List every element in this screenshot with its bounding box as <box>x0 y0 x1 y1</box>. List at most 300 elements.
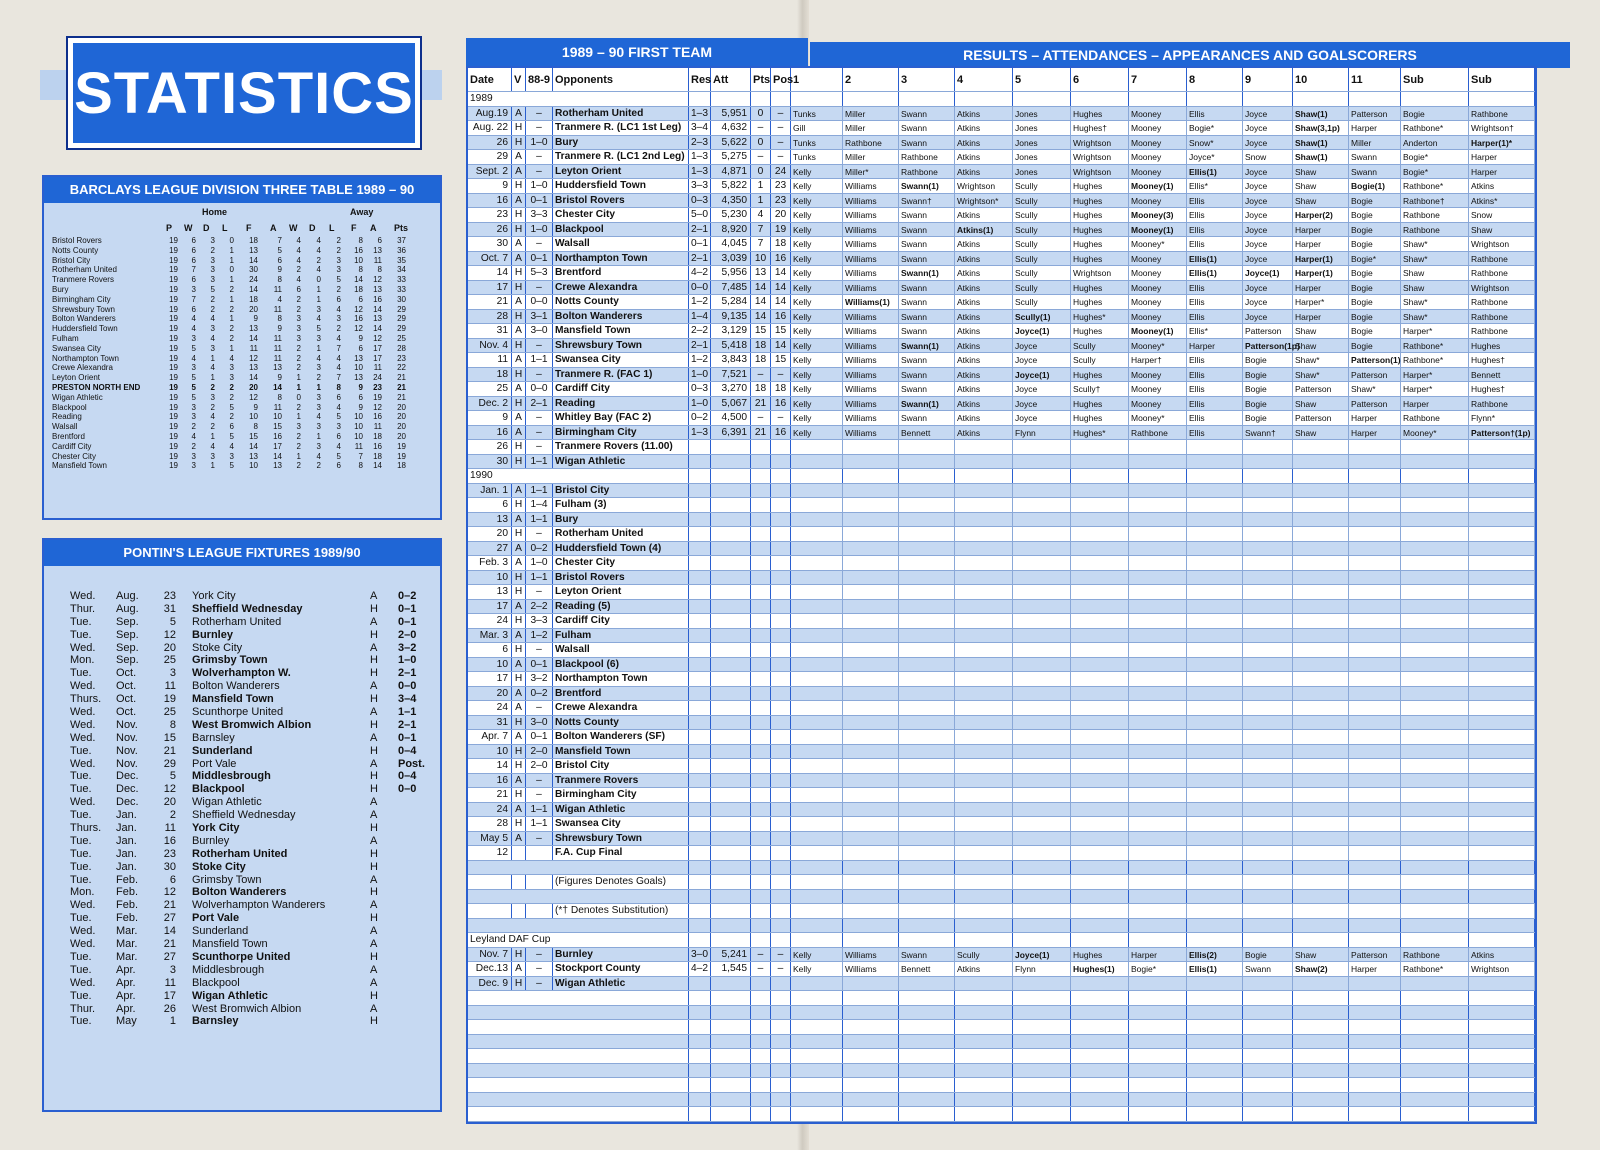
results-cell-empty <box>1401 1049 1469 1063</box>
fixture-date: 15 <box>163 731 176 744</box>
fixture-day: Wed. <box>70 641 96 654</box>
away-group-label: Away <box>350 207 374 217</box>
player-cell <box>899 672 955 686</box>
player-cell: Shaw <box>1401 266 1469 280</box>
home-group-label: Home <box>202 207 228 217</box>
results-cell-empty <box>1187 92 1243 106</box>
league-table-panel <box>42 175 442 520</box>
fixture-day: Wed. <box>70 899 96 912</box>
fixture-day: Tue. <box>70 989 92 1002</box>
match-date: 6 <box>468 643 512 657</box>
player-cell <box>1401 803 1469 817</box>
player-cell <box>955 643 1013 657</box>
results-row <box>468 1093 1535 1108</box>
results-grid <box>466 66 1537 1124</box>
fixture-day: Mon. <box>70 654 95 667</box>
results-section-label <box>468 991 553 1005</box>
fixture-opponent: Stoke City <box>192 641 243 654</box>
fixture-venue: A <box>370 976 378 989</box>
results-row <box>468 455 1535 470</box>
player-cell <box>1129 629 1187 643</box>
match-venue: A <box>512 803 526 817</box>
player-cell: Ellis <box>1187 368 1243 382</box>
league-cell: 5 <box>336 275 341 285</box>
results-cell-empty <box>1349 933 1401 947</box>
player-cell <box>1243 716 1293 730</box>
league-position <box>771 904 791 918</box>
league-cell: 18 <box>354 284 363 294</box>
fixture-day: Wed. <box>70 680 96 693</box>
player-cell <box>791 585 843 599</box>
match-opponent: Notts County <box>553 716 689 730</box>
player-cell: Ellis <box>1187 397 1243 411</box>
player-cell <box>1187 643 1243 657</box>
player-cell: Kelly <box>791 339 843 353</box>
team-name: Bury <box>52 284 69 294</box>
match-result <box>689 585 711 599</box>
results-cell-empty <box>1071 1006 1129 1020</box>
league-cell: 4 <box>336 363 341 373</box>
player-cell: Shaw* <box>1401 237 1469 251</box>
fixture-row <box>70 616 440 629</box>
player-cell: Scully <box>1013 237 1071 251</box>
match-opponent: Tranmere R. (LC1 2nd Leg) <box>553 150 689 164</box>
fixture-row <box>70 912 440 925</box>
match-date: 20 <box>468 527 512 541</box>
player-cell <box>1013 672 1071 686</box>
results-cell-empty <box>843 991 899 1005</box>
player-cell <box>1187 672 1243 686</box>
results-section-label: 1990 <box>470 470 493 481</box>
fixture-date: 12 <box>163 886 176 899</box>
results-cell-empty <box>1129 933 1187 947</box>
league-cell: 23 <box>373 382 382 392</box>
match-venue: H <box>512 672 526 686</box>
player-cell <box>791 658 843 672</box>
player-cell <box>899 600 955 614</box>
league-cell: 5 <box>229 461 234 471</box>
player-cell: Mooney <box>1129 150 1187 164</box>
results-cell-empty <box>1293 933 1349 947</box>
results-cell-empty <box>1401 861 1469 875</box>
player-cell: Wrightson <box>955 179 1013 193</box>
league-row <box>52 461 440 471</box>
player-cell <box>1129 658 1187 672</box>
results-cell-empty <box>1129 1078 1187 1092</box>
player-cell: Harper(1)* <box>1469 136 1535 150</box>
league-cell: 4 <box>277 294 282 304</box>
match-points <box>751 658 771 672</box>
results-cell-empty <box>843 861 899 875</box>
match-venue: H <box>512 527 526 541</box>
results-cell-empty <box>1293 92 1349 106</box>
player-cell: Flynn* <box>1469 411 1535 425</box>
player-cell <box>1293 832 1349 846</box>
player-cell <box>955 803 1013 817</box>
league-cell: 1 <box>296 373 301 383</box>
league-cell: 4 <box>191 431 196 441</box>
team-name: Rotherham United <box>52 265 117 275</box>
league-cell: 16 <box>354 245 363 255</box>
prev-season-result: – <box>526 527 553 541</box>
match-opponent: Whitley Bay (FAC 2) <box>553 411 689 425</box>
results-cell-empty <box>711 1107 751 1121</box>
results-cell-empty <box>1187 1107 1243 1121</box>
results-section-label: 1989 <box>470 93 493 104</box>
player-cell <box>1243 455 1293 469</box>
match-points: – <box>751 368 771 382</box>
results-cell-empty <box>1349 919 1401 933</box>
match-points: 1 <box>751 194 771 208</box>
results-row <box>468 542 1535 557</box>
league-cell: 1 <box>316 284 321 294</box>
results-cell-empty <box>899 92 955 106</box>
results-section-label <box>468 1049 553 1063</box>
fixture-opponent: Sheffield Wednesday <box>192 809 296 822</box>
fixture-day: Tue. <box>70 847 92 860</box>
results-section-label <box>468 1093 553 1107</box>
results-cell-empty <box>1243 919 1293 933</box>
player-cell <box>899 629 955 643</box>
match-date: 26 <box>468 136 512 150</box>
player-cell <box>791 484 843 498</box>
league-cell: 19 <box>169 422 178 432</box>
player-cell: Mooney(1) <box>1129 179 1187 193</box>
player-cell <box>1243 600 1293 614</box>
match-result: 1–3 <box>689 426 711 440</box>
player-cell <box>1401 759 1469 773</box>
match-points: 21 <box>751 426 771 440</box>
results-cell-empty <box>553 1093 689 1107</box>
results-row <box>468 1006 1535 1021</box>
league-position: 18 <box>771 382 791 396</box>
league-cell: 19 <box>397 441 406 451</box>
player-cell: Joyce <box>1243 179 1293 193</box>
player-cell <box>791 672 843 686</box>
league-cell: 11 <box>273 304 282 314</box>
league-cell: 8 <box>277 314 282 324</box>
results-cell-empty <box>843 1093 899 1107</box>
player-cell <box>1469 904 1535 918</box>
player-cell: Rathbone† <box>1401 194 1469 208</box>
player-cell <box>1243 585 1293 599</box>
player-cell <box>1469 672 1535 686</box>
results-cell-empty <box>751 1093 771 1107</box>
player-cell <box>1401 716 1469 730</box>
prev-season-result: 0–2 <box>526 687 553 701</box>
player-cell: Ellis(1) <box>1187 962 1243 976</box>
results-header-row <box>468 68 1535 92</box>
match-venue: A <box>512 165 526 179</box>
results-row <box>468 382 1535 397</box>
results-cell-empty <box>1071 1064 1129 1078</box>
player-cell: Swann <box>1243 962 1293 976</box>
player-cell <box>1129 585 1187 599</box>
player-cell <box>955 658 1013 672</box>
player-cell <box>899 803 955 817</box>
match-result <box>689 542 711 556</box>
match-date: 21 <box>468 788 512 802</box>
league-position <box>771 788 791 802</box>
player-cell <box>1293 701 1349 715</box>
results-row <box>468 368 1535 383</box>
player-cell: Rathbone <box>1401 948 1469 962</box>
player-cell <box>1349 571 1401 585</box>
league-cell: 1 <box>210 353 215 363</box>
player-cell <box>791 527 843 541</box>
player-cell <box>1129 759 1187 773</box>
player-cell: Williams <box>843 194 899 208</box>
player-cell <box>899 745 955 759</box>
player-cell <box>791 701 843 715</box>
player-cell <box>1293 774 1349 788</box>
match-venue <box>512 904 526 918</box>
match-opponent: Bristol City <box>553 759 689 773</box>
results-cell-empty <box>711 991 751 1005</box>
player-cell <box>791 904 843 918</box>
fixture-month: Feb. <box>116 899 139 912</box>
player-cell: Rathbone <box>1401 208 1469 222</box>
fixture-venue: A <box>370 615 378 628</box>
match-result: 2–2 <box>689 324 711 338</box>
league-row <box>52 383 440 393</box>
fixture-venue: A <box>370 641 378 654</box>
fixture-row <box>70 706 440 719</box>
player-cell: Ellis(1) <box>1187 252 1243 266</box>
match-result: 5–0 <box>689 208 711 222</box>
match-attendance <box>711 585 751 599</box>
league-cell: 4 <box>296 255 301 265</box>
results-cell-empty <box>1187 1064 1243 1078</box>
match-attendance <box>711 759 751 773</box>
player-cell <box>955 585 1013 599</box>
player-cell <box>1469 658 1535 672</box>
fixture-date: 20 <box>163 796 176 809</box>
player-cell <box>1187 759 1243 773</box>
league-cell: 12 <box>373 402 382 412</box>
player-cell: Shaw(2) <box>1293 962 1349 976</box>
player-cell <box>1469 875 1535 889</box>
player-cell: Bogie <box>1349 194 1401 208</box>
player-cell <box>1013 498 1071 512</box>
player-cell: Harper† <box>1129 353 1187 367</box>
results-cell-empty <box>1293 1006 1349 1020</box>
results-cell-empty <box>1243 1049 1293 1063</box>
player-cell <box>1129 513 1187 527</box>
match-attendance <box>711 904 751 918</box>
match-points: 15 <box>751 324 771 338</box>
results-cell-empty <box>771 861 791 875</box>
league-cell: 4 <box>336 402 341 412</box>
league-cell: 17 <box>373 343 382 353</box>
player-cell <box>955 440 1013 454</box>
league-position: 19 <box>771 223 791 237</box>
player-cell <box>1013 846 1071 860</box>
results-cell-empty <box>771 919 791 933</box>
prev-season-result <box>526 904 553 918</box>
results-cell-empty <box>791 933 843 947</box>
player-cell <box>1129 977 1187 991</box>
results-cell-empty <box>1401 1093 1469 1107</box>
league-cell: 2 <box>296 461 301 471</box>
player-cell: Hughes <box>1071 368 1129 382</box>
league-cell: 3 <box>210 392 215 402</box>
league-cell: 12 <box>249 353 258 363</box>
title-inner <box>73 43 415 143</box>
match-venue: A <box>512 411 526 425</box>
fixture-venue: A <box>370 706 378 719</box>
player-cell <box>1349 542 1401 556</box>
match-result <box>689 701 711 715</box>
player-cell: Bogie <box>1349 281 1401 295</box>
player-cell: Harper(1) <box>1293 266 1349 280</box>
match-date: 21 <box>468 295 512 309</box>
match-result <box>689 556 711 570</box>
league-cell: 2 <box>229 304 234 314</box>
player-cell <box>955 832 1013 846</box>
match-date: Jan. 1 <box>468 484 512 498</box>
league-cell: 10 <box>354 363 363 373</box>
fixture-day: Thurs. <box>70 822 102 835</box>
match-opponent: Fulham (3) <box>553 498 689 512</box>
prev-season-result: 0–1 <box>526 730 553 744</box>
player-cell <box>1293 455 1349 469</box>
player-cell: Harper(2) <box>1293 208 1349 222</box>
player-cell <box>843 643 899 657</box>
results-cell-empty <box>1293 991 1349 1005</box>
league-row <box>52 412 440 422</box>
player-cell <box>1187 730 1243 744</box>
league-position <box>771 614 791 628</box>
league-cell: 29 <box>397 314 406 324</box>
fixture-date: 31 <box>163 602 176 615</box>
player-cell <box>1349 977 1401 991</box>
match-result: 1–0 <box>689 368 711 382</box>
match-venue: H <box>512 788 526 802</box>
player-cell: Joyce <box>1013 382 1071 396</box>
player-cell <box>1013 455 1071 469</box>
results-cell-empty <box>689 92 711 106</box>
results-cell-empty <box>1469 92 1535 106</box>
league-table-title: BARCLAYS LEAGUE DIVISION THREE TABLE 1989 – 90 <box>44 177 440 203</box>
fixture-venue: A <box>370 796 378 809</box>
match-result <box>689 977 711 991</box>
fixture-result: 3–4 <box>398 693 417 706</box>
results-row <box>468 1064 1535 1079</box>
fixture-day: Tue. <box>70 783 92 796</box>
player-cell: Ellis(1) <box>1187 266 1243 280</box>
league-cell: 20 <box>397 422 406 432</box>
fixture-opponent: Bolton Wanderers <box>192 680 280 693</box>
player-cell <box>1187 585 1243 599</box>
player-cell: Shaw <box>1401 281 1469 295</box>
player-cell <box>1071 600 1129 614</box>
player-cell <box>843 730 899 744</box>
results-cell-empty <box>1401 890 1469 904</box>
player-cell <box>1013 803 1071 817</box>
match-venue: A <box>512 237 526 251</box>
league-cell: 8 <box>358 265 363 275</box>
player-cell <box>843 904 899 918</box>
player-cell <box>955 455 1013 469</box>
fixture-month: Feb. <box>116 912 139 925</box>
league-cell: 5 <box>191 382 196 392</box>
match-result <box>689 803 711 817</box>
player-cell <box>1293 542 1349 556</box>
match-points: 21 <box>751 397 771 411</box>
results-cell-empty <box>751 890 771 904</box>
match-attendance: 5,284 <box>711 295 751 309</box>
player-cell: Bogie* <box>1401 165 1469 179</box>
results-cell-empty <box>771 933 791 947</box>
league-cell: 9 <box>253 314 258 324</box>
player-cell <box>843 542 899 556</box>
results-cell-empty <box>1243 1078 1293 1092</box>
league-cell: 11 <box>273 343 282 353</box>
player-cell <box>1013 904 1071 918</box>
league-cell: 19 <box>169 461 178 471</box>
fixture-month: Mar. <box>116 925 138 938</box>
player-cell: Patterson(1p) <box>1245 340 1300 351</box>
results-cell-empty <box>1187 933 1243 947</box>
results-col-header: Att <box>711 68 751 91</box>
player-cell <box>1349 730 1401 744</box>
fixture-venue: A <box>370 899 378 912</box>
results-section-label <box>468 919 553 933</box>
league-cell: 13 <box>354 353 363 363</box>
player-cell <box>1349 556 1401 570</box>
player-cell <box>955 571 1013 585</box>
player-cell: Mooney <box>1129 310 1187 324</box>
fixture-date: 29 <box>163 757 176 770</box>
player-cell: Wrightson <box>1469 962 1535 976</box>
match-venue: H <box>512 977 526 991</box>
results-row <box>468 672 1535 687</box>
team-name: Cardiff City <box>52 441 92 451</box>
results-cell-empty <box>689 1078 711 1092</box>
match-opponent: Bury <box>553 136 689 150</box>
league-cell: 7 <box>336 343 341 353</box>
player-cell: Atkins* <box>1469 194 1535 208</box>
player-cell: Wrightson <box>1071 165 1129 179</box>
player-cell: Patterson†(1p) <box>1469 426 1535 440</box>
player-cell <box>1401 455 1469 469</box>
player-cell: Scully <box>1013 179 1071 193</box>
results-col-header: 8 <box>1187 68 1243 91</box>
player-cell <box>843 977 899 991</box>
league-cell: 5 <box>336 451 341 461</box>
results-cell-empty <box>711 1078 751 1092</box>
results-cell-empty <box>689 469 711 483</box>
fixture-date: 27 <box>163 950 176 963</box>
player-cell: Swann <box>899 107 955 121</box>
league-position <box>771 527 791 541</box>
player-cell: Williams <box>843 324 899 338</box>
results-cell-empty <box>1349 861 1401 875</box>
player-cell: Scully <box>955 948 1013 962</box>
player-cell: Harper* <box>1401 368 1469 382</box>
match-points: 14 <box>751 295 771 309</box>
player-cell: Swann(1) <box>899 397 955 411</box>
match-opponent: Huddersfield Town <box>553 179 689 193</box>
results-cell-empty <box>899 1006 955 1020</box>
results-cell-empty <box>1401 933 1469 947</box>
team-name: Blackpool <box>52 402 87 412</box>
player-cell <box>1469 803 1535 817</box>
fixture-opponent: Port Vale <box>192 757 237 770</box>
match-attendance: 5,275 <box>711 150 751 164</box>
match-result <box>689 600 711 614</box>
